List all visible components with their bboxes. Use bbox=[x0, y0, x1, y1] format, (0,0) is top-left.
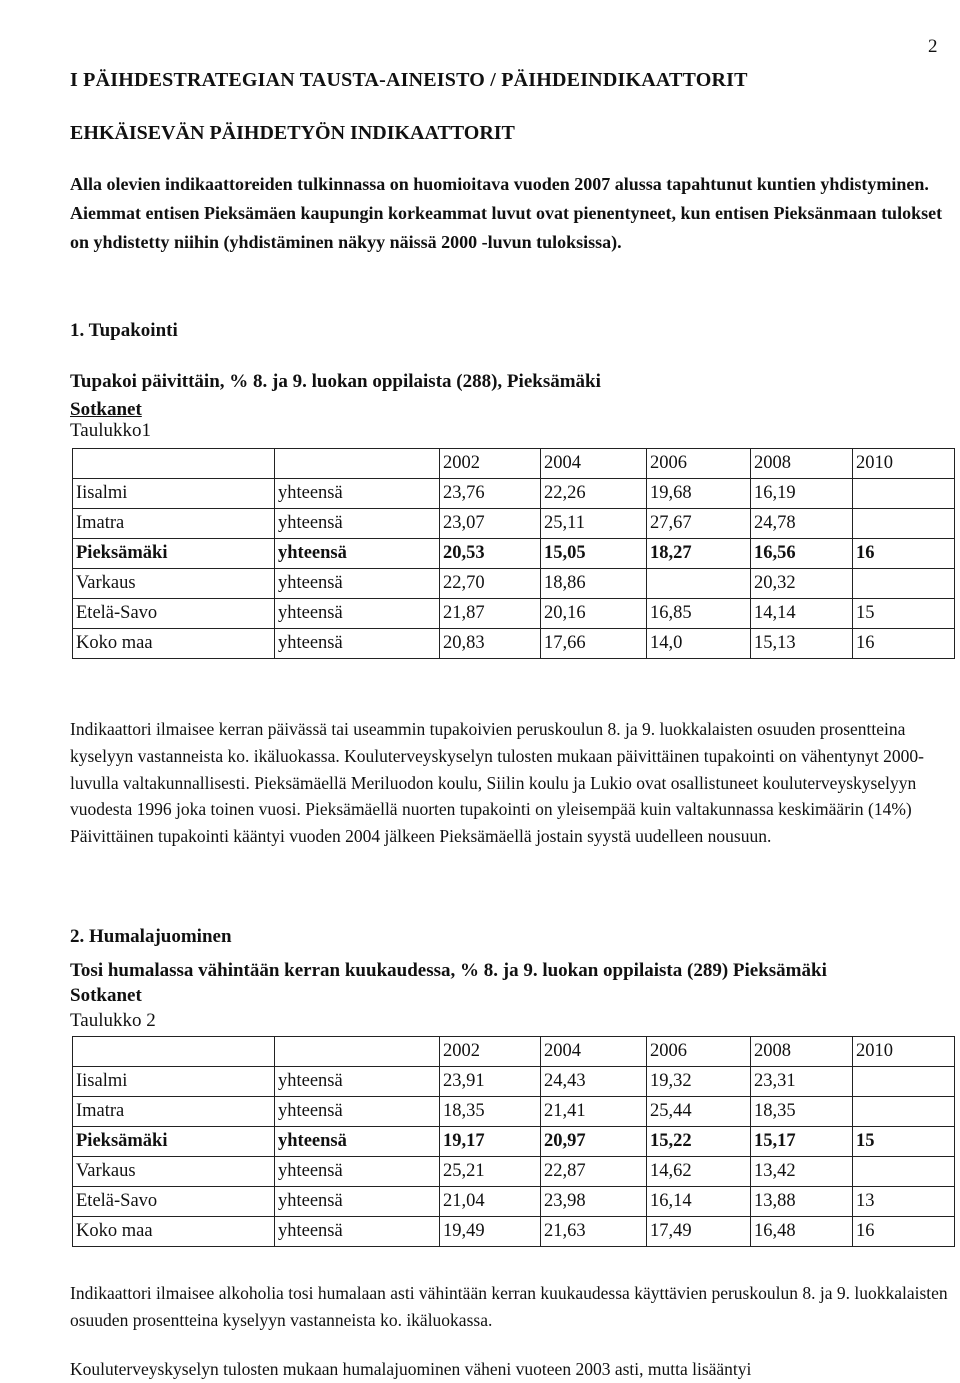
table-row bbox=[73, 1067, 955, 1097]
header-cell: 2006 bbox=[647, 1037, 751, 1067]
header-cell bbox=[275, 449, 440, 479]
table-label-2: Taulukko 2 bbox=[70, 1010, 156, 1031]
value-cell: 16,56 bbox=[751, 539, 853, 569]
value-cell: 22,87 bbox=[541, 1157, 647, 1187]
intro-paragraph: Alla olevien indikaattoreiden tulkinnassa on huomioitava vuoden 2007 alussa tapahtunut kuntien yhdistyminen. Aiemmat entisen Pieksämäen kaupungin korkeammat luvut ovat pienentyneet, kun entisen Pieksänmaan tulokset on yhdistetty niihin (yhdistäminen näkyy näissä 2000 -luvun tuloksissa). bbox=[70, 174, 943, 252]
value-cell bbox=[853, 569, 955, 599]
table-row bbox=[73, 1157, 955, 1187]
type-cell: yhteensä bbox=[275, 1217, 440, 1247]
header-cell bbox=[275, 1037, 440, 1067]
value-cell: 21,41 bbox=[541, 1097, 647, 1127]
value-cell: 19,32 bbox=[647, 1067, 751, 1097]
header-cell: 2010 bbox=[853, 1037, 955, 1067]
value-cell: 24,78 bbox=[751, 509, 853, 539]
sub-heading: EHKÄISEVÄN PÄIHDETYÖN INDIKAATTORIT bbox=[70, 122, 515, 144]
header-cell: 2008 bbox=[751, 1037, 853, 1067]
table-row bbox=[73, 629, 955, 659]
value-cell: 14,0 bbox=[647, 629, 751, 659]
value-cell: 20,97 bbox=[541, 1127, 647, 1157]
table-row bbox=[73, 569, 955, 599]
value-cell: 23,31 bbox=[751, 1067, 853, 1097]
value-cell: 24,43 bbox=[541, 1067, 647, 1097]
value-cell: 16,19 bbox=[751, 479, 853, 509]
value-cell bbox=[647, 569, 751, 599]
value-cell: 23,07 bbox=[440, 509, 541, 539]
value-cell: 20,53 bbox=[440, 539, 541, 569]
value-cell: 15,17 bbox=[751, 1127, 853, 1157]
type-cell: yhteensä bbox=[275, 1187, 440, 1217]
value-cell: 20,32 bbox=[751, 569, 853, 599]
value-cell bbox=[853, 1067, 955, 1097]
smoking-description-paragraph: Indikaattori ilmaisee kerran päivässä tai useammin tupakoivien peruskoulun 8. ja 9. luokkalaisten osuuden prosentteina kyselyyn vastanneista ko. ikäluokassa. Kouluterveyskyselyn tulosten mukaan päivittäinen tupakointi on vähentynyt 2000-luvulla valtakunnallisesti. Pieksämäellä Meriluodon koulu, Siilin koulu ja Lukio ovat osallistuneet kouluterveyskyselyyn vuodesta 1996 joka toinen vuosi. Pieksämäellä nuorten tupakointi on yleisempää kuin valtakunnassa keskimäärin (14%) Päivittäinen tupakointi kääntyi vuoden 2004 jälkeen Pieksämäellä jostain syystä uudelleen nousuun. bbox=[70, 719, 924, 847]
table-row bbox=[73, 1217, 955, 1247]
source-label-sotkanet: Sotkanet bbox=[70, 985, 142, 1006]
table-header-row bbox=[73, 1037, 955, 1067]
type-cell: yhteensä bbox=[275, 629, 440, 659]
value-cell: 17,49 bbox=[647, 1217, 751, 1247]
header-cell: 2002 bbox=[440, 1037, 541, 1067]
region-cell: Etelä-Savo bbox=[73, 599, 275, 629]
header-cell: 2004 bbox=[541, 449, 647, 479]
value-cell: 13,88 bbox=[751, 1187, 853, 1217]
region-cell: Varkaus bbox=[73, 1157, 275, 1187]
value-cell: 25,21 bbox=[440, 1157, 541, 1187]
smoking-table bbox=[72, 448, 955, 659]
table-caption-smoking: Tupakoi päivittäin, % 8. ja 9. luokan oppilaista (288), Pieksämäki bbox=[70, 371, 601, 392]
source-link-sotkanet[interactable]: Sotkanet bbox=[70, 399, 142, 420]
region-cell: Varkaus bbox=[73, 569, 275, 599]
type-cell: yhteensä bbox=[275, 539, 440, 569]
region-cell: Etelä-Savo bbox=[73, 1187, 275, 1217]
value-cell: 13 bbox=[853, 1187, 955, 1217]
section-heading-smoking: 1. Tupakointi bbox=[70, 320, 178, 341]
table-row bbox=[73, 1127, 955, 1157]
value-cell bbox=[853, 1157, 955, 1187]
main-heading: I PÄIHDESTRATEGIAN TAUSTA-AINEISTO / PÄIHDEINDIKAATTORIT bbox=[70, 69, 748, 91]
value-cell: 19,49 bbox=[440, 1217, 541, 1247]
value-cell: 23,76 bbox=[440, 479, 541, 509]
region-cell: Koko maa bbox=[73, 1217, 275, 1247]
value-cell: 18,86 bbox=[541, 569, 647, 599]
value-cell: 16 bbox=[853, 1217, 955, 1247]
value-cell bbox=[853, 509, 955, 539]
table-row bbox=[73, 1097, 955, 1127]
value-cell: 13,42 bbox=[751, 1157, 853, 1187]
value-cell: 16,14 bbox=[647, 1187, 751, 1217]
header-cell: 2010 bbox=[853, 449, 955, 479]
section-heading-binge-drinking: 2. Humalajuominen bbox=[70, 926, 232, 947]
region-cell: Pieksämäki bbox=[73, 539, 275, 569]
value-cell: 15 bbox=[853, 599, 955, 629]
value-cell: 15,05 bbox=[541, 539, 647, 569]
type-cell: yhteensä bbox=[275, 509, 440, 539]
value-cell bbox=[853, 1097, 955, 1127]
region-cell: Imatra bbox=[73, 509, 275, 539]
value-cell: 15,13 bbox=[751, 629, 853, 659]
value-cell: 21,87 bbox=[440, 599, 541, 629]
value-cell: 14,62 bbox=[647, 1157, 751, 1187]
value-cell: 23,98 bbox=[541, 1187, 647, 1217]
region-cell: Pieksämäki bbox=[73, 1127, 275, 1157]
table-row bbox=[73, 599, 955, 629]
value-cell: 27,67 bbox=[647, 509, 751, 539]
value-cell: 16,85 bbox=[647, 599, 751, 629]
header-cell: 2008 bbox=[751, 449, 853, 479]
header-cell bbox=[73, 1037, 275, 1067]
value-cell: 21,04 bbox=[440, 1187, 541, 1217]
value-cell: 18,35 bbox=[440, 1097, 541, 1127]
value-cell: 14,14 bbox=[751, 599, 853, 629]
region-cell: Iisalmi bbox=[73, 1067, 275, 1097]
region-cell: Koko maa bbox=[73, 629, 275, 659]
value-cell: 25,44 bbox=[647, 1097, 751, 1127]
value-cell: 16,48 bbox=[751, 1217, 853, 1247]
value-cell: 23,91 bbox=[440, 1067, 541, 1097]
table-row bbox=[73, 539, 955, 569]
binge-drinking-table bbox=[72, 1036, 955, 1247]
type-cell: yhteensä bbox=[275, 1127, 440, 1157]
value-cell: 19,68 bbox=[647, 479, 751, 509]
value-cell: 18,27 bbox=[647, 539, 751, 569]
value-cell bbox=[853, 479, 955, 509]
table-row bbox=[73, 479, 955, 509]
type-cell: yhteensä bbox=[275, 479, 440, 509]
type-cell: yhteensä bbox=[275, 1067, 440, 1097]
value-cell: 16 bbox=[853, 539, 955, 569]
value-cell: 15 bbox=[853, 1127, 955, 1157]
table-row bbox=[73, 509, 955, 539]
header-cell bbox=[73, 449, 275, 479]
table-row bbox=[73, 1187, 955, 1217]
type-cell: yhteensä bbox=[275, 599, 440, 629]
value-cell: 19,17 bbox=[440, 1127, 541, 1157]
value-cell: 20,16 bbox=[541, 599, 647, 629]
table-caption-binge-drinking: Tosi humalassa vähintään kerran kuukaudessa, % 8. ja 9. luokan oppilaista (289) Pieksämäki bbox=[70, 960, 827, 981]
header-cell: 2002 bbox=[440, 449, 541, 479]
value-cell: 25,11 bbox=[541, 509, 647, 539]
value-cell: 15,22 bbox=[647, 1127, 751, 1157]
type-cell: yhteensä bbox=[275, 1097, 440, 1127]
value-cell: 21,63 bbox=[541, 1217, 647, 1247]
binge-drinking-continuation-paragraph: Kouluterveyskyselyn tulosten mukaan humalajuominen väheni vuoteen 2003 asti, mutta lisääntyi bbox=[70, 1359, 752, 1379]
value-cell: 22,26 bbox=[541, 479, 647, 509]
value-cell: 20,83 bbox=[440, 629, 541, 659]
page-number: 2 bbox=[928, 36, 938, 57]
region-cell: Imatra bbox=[73, 1097, 275, 1127]
value-cell: 18,35 bbox=[751, 1097, 853, 1127]
table-header-row bbox=[73, 449, 955, 479]
value-cell: 16 bbox=[853, 629, 955, 659]
value-cell: 22,70 bbox=[440, 569, 541, 599]
type-cell: yhteensä bbox=[275, 569, 440, 599]
header-cell: 2004 bbox=[541, 1037, 647, 1067]
table-label-1: Taulukko1 bbox=[70, 420, 151, 441]
binge-drinking-description-paragraph: Indikaattori ilmaisee alkoholia tosi humalaan asti vähintään kerran kuukaudessa käyttävien peruskoulun 8. ja 9. luokkalaisten osuuden prosentteina kyselyyn vastanneista ko. ikäluokassa. bbox=[70, 1283, 948, 1330]
type-cell: yhteensä bbox=[275, 1157, 440, 1187]
region-cell: Iisalmi bbox=[73, 479, 275, 509]
value-cell: 17,66 bbox=[541, 629, 647, 659]
header-cell: 2006 bbox=[647, 449, 751, 479]
